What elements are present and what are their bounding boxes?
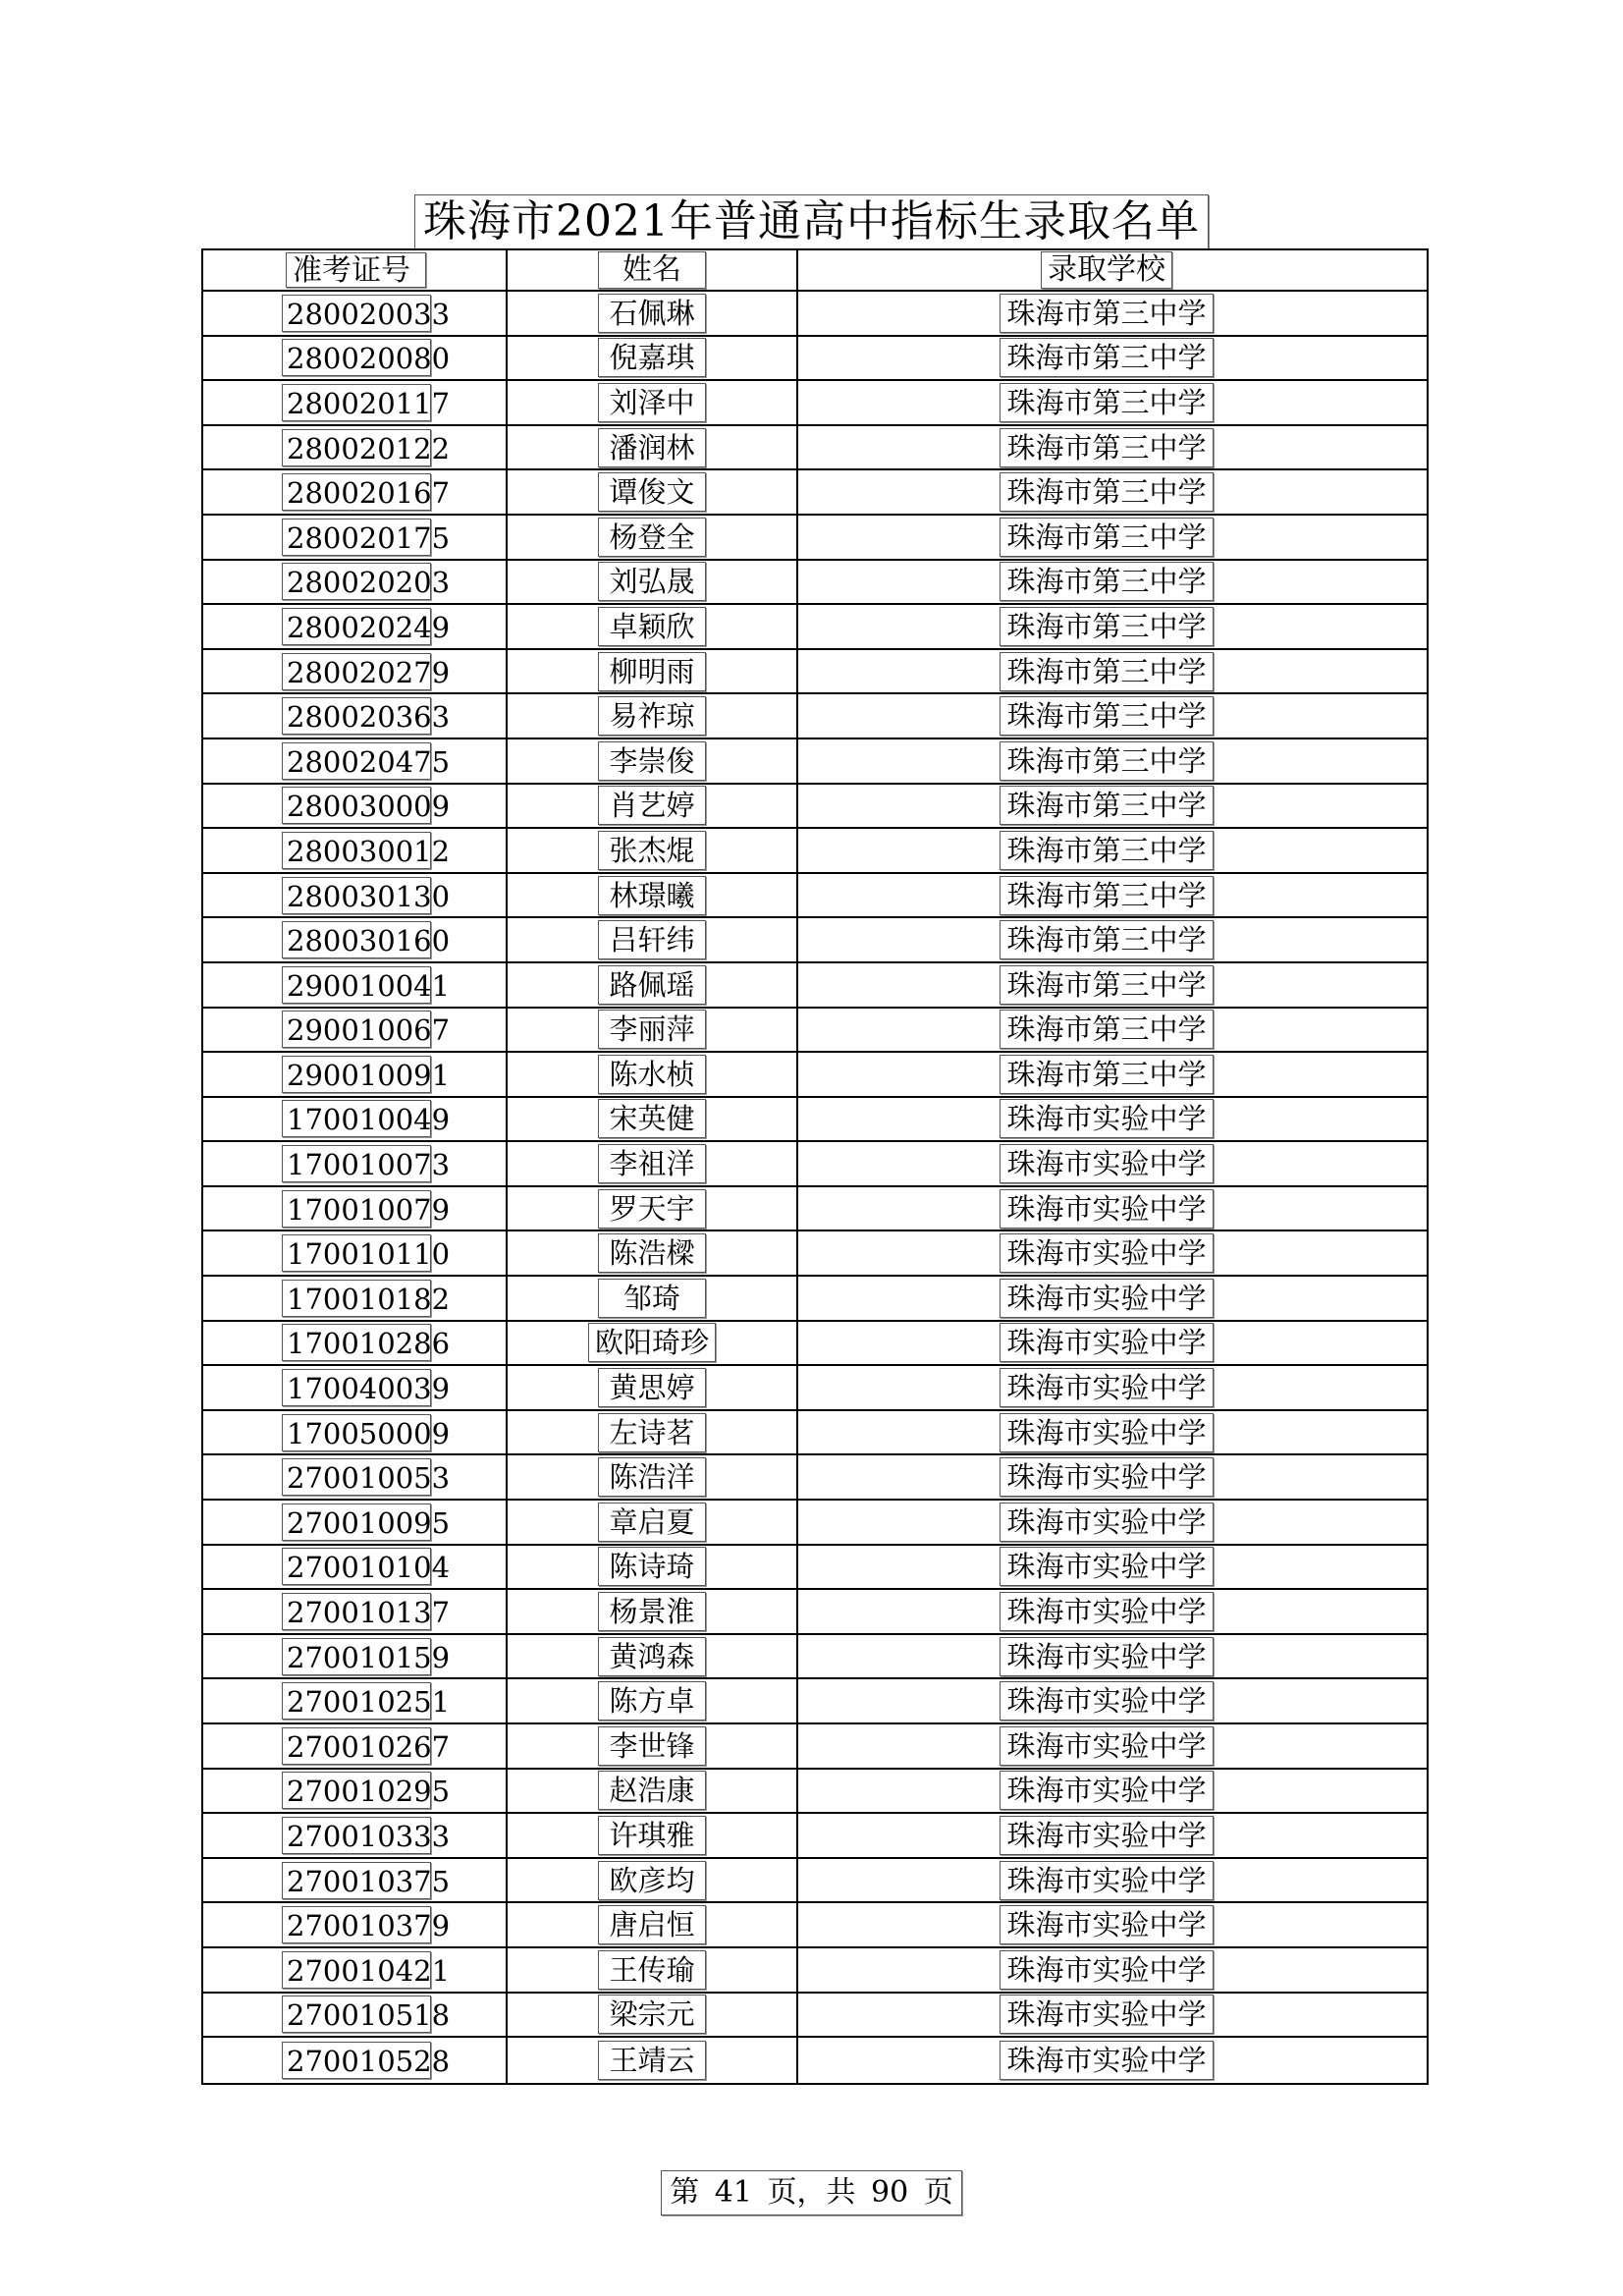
exam-id-cell <box>203 918 508 961</box>
exam-id-value: 280020122 <box>282 429 431 466</box>
exam-id-value: 280020175 <box>282 519 431 556</box>
exam-id-cell <box>203 426 508 469</box>
student-name-value: 李世锋 <box>598 1726 706 1766</box>
school-value: 珠海市实验中学 <box>1000 1323 1213 1362</box>
student-name-cell <box>508 1455 798 1499</box>
exam-id-value: 280030012 <box>282 832 431 869</box>
exam-id-value: 270010518 <box>282 1995 431 2033</box>
school-cell <box>798 1142 1427 1185</box>
exam-id-cell <box>203 1859 508 1902</box>
exam-id-cell <box>203 381 508 424</box>
student-name-value: 欧阳琦珍 <box>588 1323 716 1362</box>
student-name-cell <box>508 1009 798 1052</box>
school-cell <box>798 1009 1427 1052</box>
student-name-value: 李丽萍 <box>598 1010 706 1049</box>
student-name-cell <box>508 337 798 380</box>
student-name-cell <box>508 1231 798 1275</box>
student-name-value: 左诗茗 <box>598 1413 706 1452</box>
table-row <box>203 1724 1427 1770</box>
school-cell <box>798 1322 1427 1365</box>
table-row <box>203 1948 1427 1994</box>
student-name-value: 路佩瑶 <box>598 965 706 1005</box>
school-cell <box>798 470 1427 514</box>
table-row <box>203 1590 1427 1635</box>
exam-id-cell <box>203 1231 508 1275</box>
table-row <box>203 1546 1427 1591</box>
school-cell <box>798 1635 1427 1678</box>
exam-id-value: 270010295 <box>282 1772 431 1809</box>
school-value: 珠海市第三中学 <box>1000 562 1213 601</box>
student-name-value: 罗天宇 <box>598 1189 706 1229</box>
table-row <box>203 292 1427 337</box>
student-name-cell <box>508 1679 798 1722</box>
exam-id-cell <box>203 874 508 917</box>
school-value: 珠海市实验中学 <box>1000 1503 1213 1542</box>
school-cell <box>798 2038 1427 2083</box>
exam-id-value: 170010049 <box>282 1100 431 1137</box>
table-body <box>203 292 1427 2083</box>
column-header-exam-id: 准考证号 <box>286 252 426 288</box>
exam-id-cell <box>203 1948 508 1992</box>
table-row <box>203 1859 1427 1904</box>
student-name-cell <box>508 1366 798 1409</box>
page-number: 第 41 页，共 90 页 <box>661 2170 962 2215</box>
exam-id-value: 270010137 <box>282 1593 431 1630</box>
table-row <box>203 1366 1427 1411</box>
school-cell <box>798 1098 1427 1141</box>
table-row <box>203 470 1427 516</box>
school-cell <box>798 1859 1427 1902</box>
table-row <box>203 1231 1427 1277</box>
student-name-cell <box>508 1770 798 1813</box>
table-row <box>203 1098 1427 1143</box>
student-name-value: 倪嘉琪 <box>598 338 706 377</box>
school-value: 珠海市实验中学 <box>1000 1144 1213 1183</box>
exam-id-cell <box>203 1590 508 1633</box>
exam-id-cell <box>203 1635 508 1678</box>
student-name-value: 黄鸿森 <box>598 1637 706 1676</box>
student-name-cell <box>508 1590 798 1633</box>
school-value: 珠海市实验中学 <box>1000 1726 1213 1766</box>
student-name-cell <box>508 1187 798 1230</box>
school-value: 珠海市实验中学 <box>1000 1905 1213 1944</box>
footer-container <box>0 2170 1623 2215</box>
table-row <box>203 1903 1427 1948</box>
school-cell <box>798 381 1427 424</box>
exam-id-value: 170010110 <box>282 1234 431 1272</box>
student-name-cell <box>508 1053 798 1096</box>
exam-id-cell <box>203 829 508 872</box>
exam-id-value: 280030160 <box>282 921 431 958</box>
exam-id-value: 280020117 <box>282 384 431 421</box>
school-cell <box>798 516 1427 559</box>
student-name-value: 杨景淮 <box>598 1592 706 1631</box>
exam-id-value: 280020249 <box>282 608 431 645</box>
table-row <box>203 1187 1427 1232</box>
header-cell-name <box>508 250 798 290</box>
exam-id-cell <box>203 1814 508 1857</box>
table-row <box>203 381 1427 426</box>
student-name-cell <box>508 1501 798 1544</box>
exam-id-value: 270010104 <box>282 1548 431 1585</box>
student-name-value: 陈方卓 <box>598 1681 706 1721</box>
school-cell <box>798 1546 1427 1589</box>
student-name-value: 宋英健 <box>598 1099 706 1138</box>
exam-id-value: 280020167 <box>282 473 431 511</box>
exam-id-value: 290010067 <box>282 1011 431 1048</box>
table-row <box>203 829 1427 874</box>
table-row <box>203 1009 1427 1054</box>
student-name-value: 谭俊文 <box>598 472 706 512</box>
school-value: 珠海市实验中学 <box>1000 1457 1213 1497</box>
table-row <box>203 1501 1427 1546</box>
table-header-row <box>203 250 1427 292</box>
school-value: 珠海市实验中学 <box>1000 1861 1213 1900</box>
school-cell <box>798 292 1427 335</box>
school-cell <box>798 650 1427 693</box>
table-row <box>203 694 1427 739</box>
exam-id-cell <box>203 1455 508 1499</box>
student-name-cell <box>508 1994 798 2037</box>
school-cell <box>798 829 1427 872</box>
student-name-value: 陈浩樑 <box>598 1233 706 1273</box>
school-cell <box>798 1948 1427 1992</box>
school-cell <box>798 1411 1427 1454</box>
header-cell-exam-id <box>203 250 508 290</box>
school-value: 珠海市实验中学 <box>1000 1189 1213 1229</box>
exam-id-value: 270010333 <box>282 1817 431 1854</box>
school-cell <box>798 1455 1427 1499</box>
table-row <box>203 1322 1427 1367</box>
school-value: 珠海市第三中学 <box>1000 741 1213 781</box>
exam-id-cell <box>203 1142 508 1185</box>
exam-id-cell <box>203 470 508 514</box>
table-row <box>203 785 1427 830</box>
exam-id-value: 270010251 <box>282 1682 431 1720</box>
school-value: 珠海市实验中学 <box>1000 1816 1213 1855</box>
table-row <box>203 1814 1427 1859</box>
school-value: 珠海市第三中学 <box>1000 696 1213 736</box>
exam-id-cell <box>203 694 508 738</box>
school-value: 珠海市实验中学 <box>1000 1637 1213 1676</box>
student-name-cell <box>508 381 798 424</box>
exam-id-value: 270010095 <box>282 1503 431 1541</box>
student-name-cell <box>508 874 798 917</box>
school-cell <box>798 1590 1427 1633</box>
school-cell <box>798 1679 1427 1722</box>
exam-id-cell <box>203 1501 508 1544</box>
school-value: 珠海市实验中学 <box>1000 1279 1213 1318</box>
student-name-value: 柳明雨 <box>598 652 706 691</box>
exam-id-value: 270010528 <box>282 2042 431 2079</box>
student-name-value: 吕轩纬 <box>598 920 706 959</box>
student-name-value: 杨登全 <box>598 518 706 557</box>
exam-id-value: 290010091 <box>282 1056 431 1093</box>
exam-id-cell <box>203 739 508 783</box>
student-name-value: 潘润林 <box>598 428 706 467</box>
school-cell <box>798 1053 1427 1096</box>
exam-id-cell <box>203 785 508 828</box>
exam-id-value: 290010041 <box>282 966 431 1004</box>
exam-id-cell <box>203 1411 508 1454</box>
column-header-school: 录取学校 <box>1041 251 1172 289</box>
student-name-value: 赵浩康 <box>598 1771 706 1810</box>
student-name-value: 梁宗元 <box>598 1995 706 2034</box>
column-header-name: 姓名 <box>598 251 706 289</box>
table-row <box>203 2038 1427 2083</box>
student-name-cell <box>508 694 798 738</box>
exam-id-cell <box>203 292 508 335</box>
exam-id-cell <box>203 1770 508 1813</box>
table-row <box>203 605 1427 650</box>
student-name-value: 许琪雅 <box>598 1816 706 1855</box>
school-cell <box>798 605 1427 648</box>
student-name-value: 石佩琳 <box>598 294 706 333</box>
student-name-cell <box>508 1546 798 1589</box>
exam-id-cell <box>203 1724 508 1768</box>
exam-id-value: 280020475 <box>282 742 431 780</box>
exam-id-value: 280020033 <box>282 295 431 332</box>
student-name-cell <box>508 561 798 604</box>
school-cell <box>798 561 1427 604</box>
table-row <box>203 1142 1427 1187</box>
table-row <box>203 561 1427 606</box>
student-name-cell <box>508 1635 798 1678</box>
exam-id-value: 280030130 <box>282 877 431 914</box>
exam-id-value: 270010421 <box>282 1951 431 1989</box>
table-row <box>203 874 1427 919</box>
exam-id-value: 170010073 <box>282 1145 431 1182</box>
student-name-cell <box>508 470 798 514</box>
exam-id-value: 170050009 <box>282 1414 431 1451</box>
student-name-cell <box>508 516 798 559</box>
student-name-value: 王传瑜 <box>598 1950 706 1990</box>
exam-id-value: 270010159 <box>282 1638 431 1675</box>
student-name-value: 陈水桢 <box>598 1055 706 1094</box>
student-name-value: 肖艺婷 <box>598 786 706 825</box>
exam-id-cell <box>203 963 508 1007</box>
table-row <box>203 337 1427 382</box>
student-name-cell <box>508 426 798 469</box>
student-name-cell <box>508 785 798 828</box>
student-name-value: 王靖云 <box>598 2041 706 2080</box>
school-value: 珠海市实验中学 <box>1000 1681 1213 1721</box>
exam-id-cell <box>203 1098 508 1141</box>
student-name-value: 李崇俊 <box>598 741 706 781</box>
exam-id-cell <box>203 1679 508 1722</box>
student-name-value: 易祚琼 <box>598 696 706 736</box>
exam-id-cell <box>203 1546 508 1589</box>
student-name-cell <box>508 918 798 961</box>
table-row <box>203 963 1427 1009</box>
school-cell <box>798 694 1427 738</box>
table-row <box>203 1994 1427 2039</box>
exam-id-cell <box>203 605 508 648</box>
student-name-cell <box>508 1948 798 1992</box>
exam-id-value: 270010375 <box>282 1862 431 1899</box>
exam-id-value: 280020080 <box>282 339 431 376</box>
header-cell-school <box>798 250 1427 290</box>
school-value: 珠海市第三中学 <box>1000 920 1213 959</box>
student-name-cell <box>508 1411 798 1454</box>
page-title: 珠海市2021年普通高中指标生录取名单 <box>414 194 1209 249</box>
student-name-value: 章启夏 <box>598 1503 706 1542</box>
school-value: 珠海市第三中学 <box>1000 472 1213 512</box>
student-name-value: 陈浩洋 <box>598 1457 706 1497</box>
exam-id-value: 170010182 <box>282 1280 431 1317</box>
school-cell <box>798 337 1427 380</box>
school-cell <box>798 426 1427 469</box>
student-name-cell <box>508 1724 798 1768</box>
school-value: 珠海市第三中学 <box>1000 831 1213 870</box>
school-value: 珠海市第三中学 <box>1000 786 1213 825</box>
school-value: 珠海市第三中学 <box>1000 965 1213 1005</box>
student-name-value: 邹琦 <box>598 1279 706 1318</box>
student-name-cell <box>508 650 798 693</box>
admission-table <box>201 248 1429 2085</box>
exam-id-cell <box>203 1277 508 1320</box>
table-row <box>203 426 1427 471</box>
exam-id-value: 270010267 <box>282 1727 431 1765</box>
school-cell <box>798 963 1427 1007</box>
school-value: 珠海市第三中学 <box>1000 294 1213 333</box>
exam-id-cell <box>203 561 508 604</box>
student-name-cell <box>508 2038 798 2083</box>
school-value: 珠海市实验中学 <box>1000 1547 1213 1586</box>
student-name-cell <box>508 1903 798 1946</box>
table-row <box>203 1411 1427 1456</box>
exam-id-cell <box>203 1009 508 1052</box>
student-name-value: 黄思婷 <box>598 1368 706 1407</box>
student-name-cell <box>508 829 798 872</box>
student-name-value: 林璟曦 <box>598 876 706 915</box>
student-name-value: 刘泽中 <box>598 383 706 422</box>
school-value: 珠海市第三中学 <box>1000 338 1213 377</box>
table-row <box>203 650 1427 695</box>
school-value: 珠海市第三中学 <box>1000 607 1213 646</box>
student-name-value: 卓颖欣 <box>598 607 706 646</box>
exam-id-value: 280020203 <box>282 563 431 600</box>
school-value: 珠海市第三中学 <box>1000 876 1213 915</box>
exam-id-cell <box>203 1053 508 1096</box>
school-cell <box>798 1366 1427 1409</box>
school-value: 珠海市第三中学 <box>1000 383 1213 422</box>
school-cell <box>798 1277 1427 1320</box>
school-value: 珠海市第三中学 <box>1000 1055 1213 1094</box>
exam-id-value: 270010379 <box>282 1906 431 1943</box>
exam-id-value: 170040039 <box>282 1369 431 1406</box>
student-name-cell <box>508 1142 798 1185</box>
table-row <box>203 1053 1427 1098</box>
exam-id-cell <box>203 337 508 380</box>
school-cell <box>798 1814 1427 1857</box>
school-cell <box>798 918 1427 961</box>
student-name-value: 陈诗琦 <box>598 1547 706 1586</box>
student-name-value: 唐启恒 <box>598 1905 706 1944</box>
school-value: 珠海市第三中学 <box>1000 652 1213 691</box>
student-name-cell <box>508 739 798 783</box>
exam-id-cell <box>203 650 508 693</box>
school-value: 珠海市第三中学 <box>1000 1010 1213 1049</box>
student-name-value: 刘弘晟 <box>598 562 706 601</box>
school-cell <box>798 739 1427 783</box>
school-value: 珠海市实验中学 <box>1000 1233 1213 1273</box>
school-value: 珠海市实验中学 <box>1000 2041 1213 2080</box>
table-row <box>203 1455 1427 1501</box>
school-value: 珠海市实验中学 <box>1000 1771 1213 1810</box>
school-cell <box>798 1187 1427 1230</box>
exam-id-cell <box>203 2038 508 2083</box>
student-name-value: 张杰焜 <box>598 831 706 870</box>
exam-id-cell <box>203 1994 508 2037</box>
school-cell <box>798 1994 1427 2037</box>
school-value: 珠海市第三中学 <box>1000 428 1213 467</box>
exam-id-value: 170010079 <box>282 1190 431 1228</box>
exam-id-cell <box>203 516 508 559</box>
exam-id-value: 280030009 <box>282 787 431 824</box>
table-row <box>203 739 1427 785</box>
exam-id-cell <box>203 1903 508 1946</box>
school-value: 珠海市实验中学 <box>1000 1950 1213 1990</box>
school-value: 珠海市实验中学 <box>1000 1099 1213 1138</box>
exam-id-cell <box>203 1187 508 1230</box>
exam-id-value: 280020279 <box>282 653 431 690</box>
school-value: 珠海市实验中学 <box>1000 1592 1213 1631</box>
exam-id-cell <box>203 1366 508 1409</box>
school-cell <box>798 1724 1427 1768</box>
school-cell <box>798 1770 1427 1813</box>
school-value: 珠海市实验中学 <box>1000 1413 1213 1452</box>
student-name-cell <box>508 1277 798 1320</box>
school-value: 珠海市实验中学 <box>1000 1368 1213 1407</box>
school-cell <box>798 1231 1427 1275</box>
table-row <box>203 1635 1427 1680</box>
student-name-cell <box>508 292 798 335</box>
student-name-cell <box>508 963 798 1007</box>
school-value: 珠海市第三中学 <box>1000 518 1213 557</box>
student-name-cell <box>508 605 798 648</box>
exam-id-value: 270010053 <box>282 1458 431 1496</box>
exam-id-value: 280020363 <box>282 697 431 735</box>
student-name-cell <box>508 1322 798 1365</box>
table-row <box>203 918 1427 963</box>
table-row <box>203 1277 1427 1322</box>
student-name-cell <box>508 1814 798 1857</box>
school-cell <box>798 785 1427 828</box>
exam-id-cell <box>203 1322 508 1365</box>
title-container <box>0 194 1623 249</box>
student-name-cell <box>508 1859 798 1902</box>
school-cell <box>798 1501 1427 1544</box>
student-name-cell <box>508 1098 798 1141</box>
student-name-value: 李祖洋 <box>598 1144 706 1183</box>
table-row <box>203 516 1427 561</box>
exam-id-value: 170010286 <box>282 1324 431 1361</box>
student-name-value: 欧彦均 <box>598 1861 706 1900</box>
table-row <box>203 1679 1427 1724</box>
school-cell <box>798 874 1427 917</box>
school-cell <box>798 1903 1427 1946</box>
school-value: 珠海市实验中学 <box>1000 1995 1213 2034</box>
table-row <box>203 1770 1427 1815</box>
